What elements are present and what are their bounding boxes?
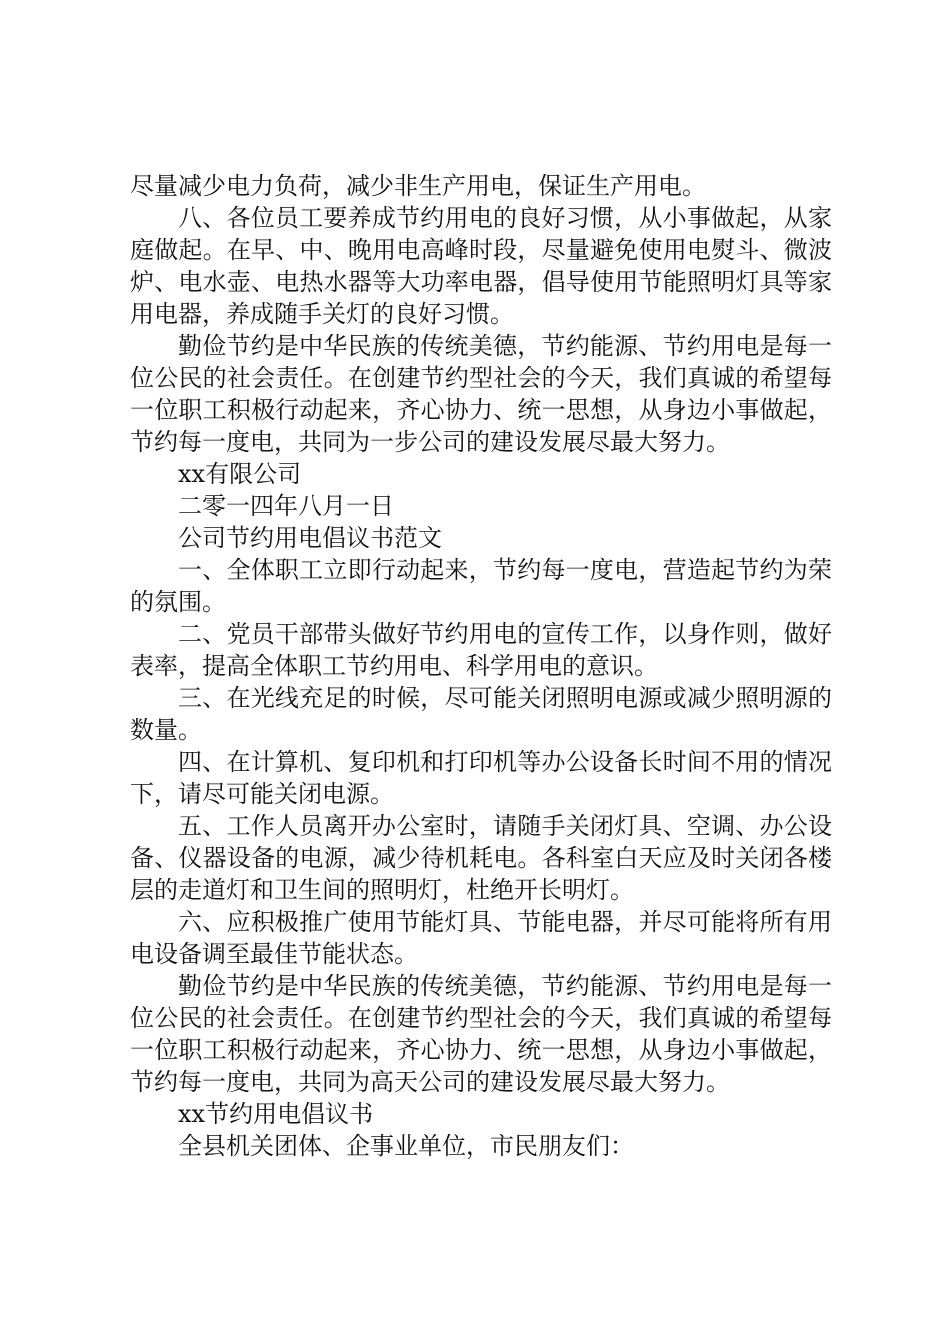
signature-date: 二零一四年八月一日 — [178, 492, 394, 520]
paragraph-closing-1: 勤俭节约是中华民族的传统美德，节约能源、节约用电是每一位公民的社会责任。在创建节约型社会的今天，我们真诚的希望每一位职工积极行动起来，齐心协力、统一思想，从身边小事做起，节约每一度电，共同为一步公司的建设发展尽最大努力。 — [130, 332, 832, 456]
paragraph-item-5: 五、工作人员离开办公室时，请随手关闭灯具、空调、办公设备、仪器设备的电源，减少待机耗电。各科室白天应及时关闭各楼层的走道灯和卫生间的照明灯，杜绝开长明灯。 — [130, 812, 832, 904]
paragraph-item-1: 一、全体职工立即行动起来，节约每一度电，营造起节约为荣的氛围。 — [130, 556, 832, 616]
signature-company: xx有限公司 — [178, 460, 302, 488]
section-title: 公司节约用电倡议书范文 — [178, 524, 442, 552]
paragraph-item-2: 二、党员干部带头做好节约用电的宣传工作，以身作则，做好表率，提高全体职工节约用电、科学用电的意识。 — [130, 620, 832, 680]
paragraph-closing-2: 勤俭节约是中华民族的传统美德，节约能源、节约用电是每一位公民的社会责任。在创建节约型社会的今天，我们真诚的希望每一位职工积极行动起来，齐心协力、统一思想，从身边小事做起，节约每一度电，共同为高天公司的建设发展尽最大努力。 — [130, 972, 832, 1096]
section-title-2: xx节约用电倡议书 — [178, 1100, 374, 1128]
salutation: 全县机关团体、企事业单位，市民朋友们： — [178, 1132, 634, 1160]
paragraph-continuation: 尽量减少电力负荷，减少非生产用电，保证生产用电。 — [130, 172, 706, 200]
paragraph-item-3: 三、在光线充足的时候，尽可能关闭照明电源或减少照明源的数量。 — [130, 684, 832, 744]
document-body — [130, 170, 832, 1162]
paragraph-item-6: 六、应积极推广使用节能灯具、节能电器，并尽可能将所有用电设备调至最佳节能状态。 — [130, 908, 832, 968]
paragraph-item-4: 四、在计算机、复印机和打印机等办公设备长时间不用的情况下，请尽可能关闭电源。 — [130, 748, 832, 808]
paragraph-item-8: 八、各位员工要养成节约用电的良好习惯，从小事做起，从家庭做起。在早、中、晚用电高峰时段，尽量避免使用电熨斗、微波炉、电水壶、电热水器等大功率电器，倡导使用节能照明灯具等家用电器，养成随手关灯的良好习惯。 — [130, 204, 832, 328]
